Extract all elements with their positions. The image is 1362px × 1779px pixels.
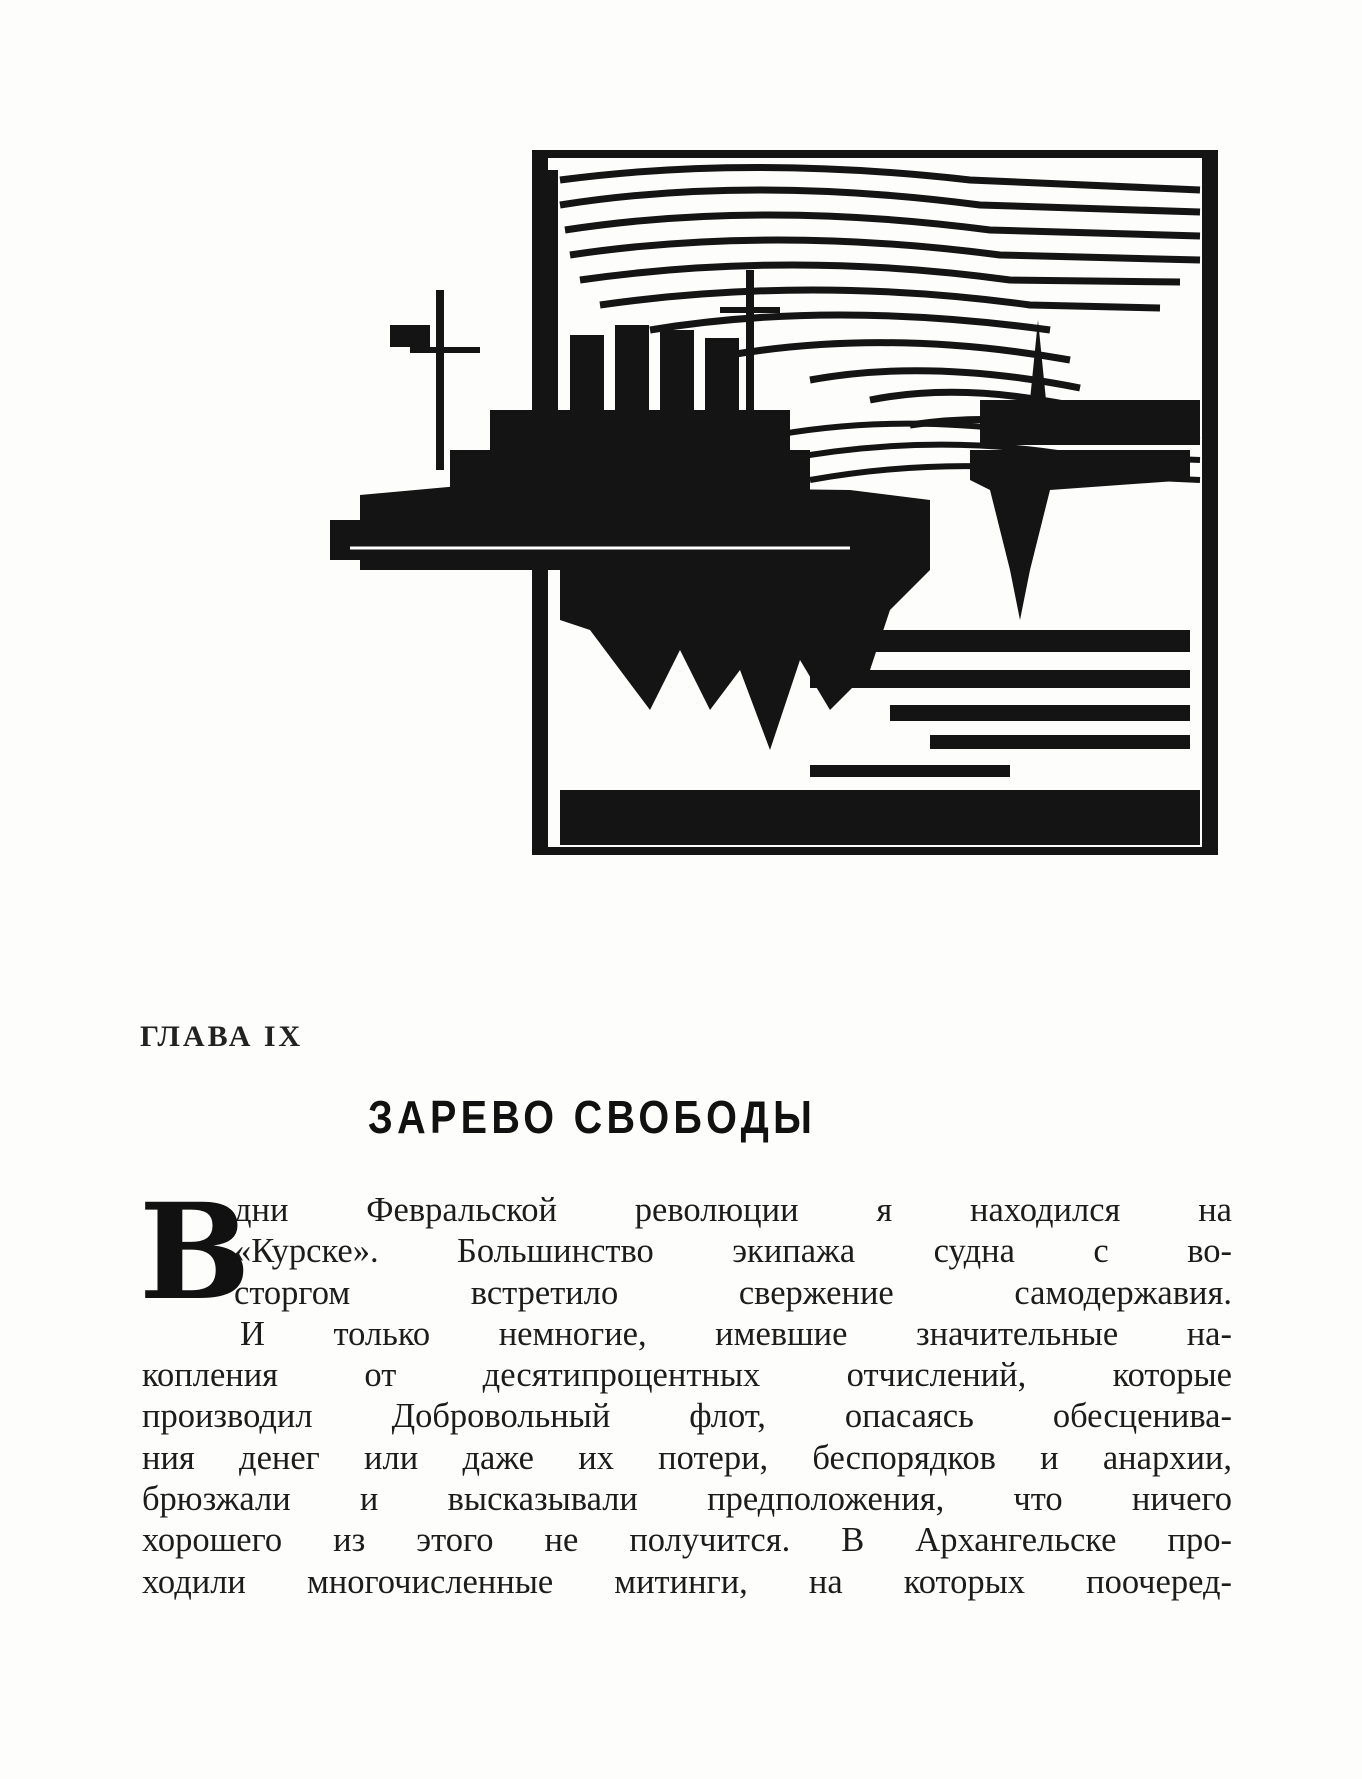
body-text bbox=[139, 1175, 1232, 1603]
text-line: копления от десятипроцентных отчислений, которые bbox=[142, 1356, 1232, 1395]
text-line: дни Февральской революции я находился на bbox=[234, 1191, 1232, 1229]
text-line: И только немногие, имевшие значительные на- bbox=[240, 1314, 1232, 1353]
chapter-title: ЗАРЕВО СВОБОДЫ bbox=[368, 1091, 817, 1143]
text-line: производил Добровольный флот, опасаясь обесценива- bbox=[142, 1397, 1232, 1436]
ship-woodcut-icon bbox=[330, 150, 1220, 855]
text-line: ния денег или даже их потери, беспорядков и анархии, bbox=[142, 1438, 1232, 1477]
text-line: «Курске». Большинство экипажа судна с во- bbox=[234, 1232, 1232, 1271]
ship-woodcut-illustration bbox=[330, 150, 1220, 855]
first-paragraph bbox=[139, 1175, 1232, 1330]
text-line: брюзжали и высказывали предположения, что ничего bbox=[142, 1480, 1232, 1519]
drop-cap: В bbox=[139, 1175, 251, 1330]
text-line: сторгом встретило свержение самодержавия. bbox=[234, 1273, 1232, 1312]
text-line: ходили многочисленные митинги, на которых поочеред- bbox=[142, 1562, 1232, 1601]
text-line: хорошего из этого не получится. В Архангельске про- bbox=[142, 1521, 1232, 1560]
chapter-label: ГЛАВА IX bbox=[140, 1020, 304, 1053]
